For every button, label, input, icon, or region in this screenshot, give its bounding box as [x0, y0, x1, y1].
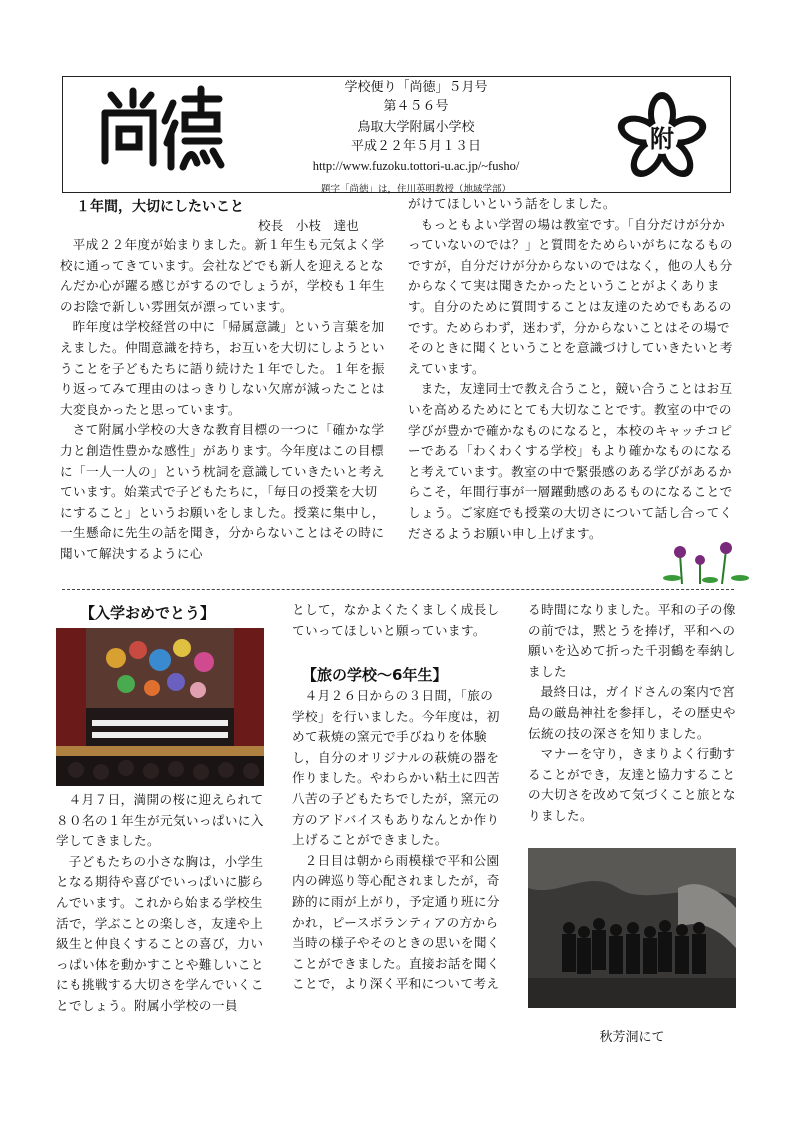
paragraph: る時間になりました。平和の子の像の前では，黙とうを捧げ，平和への願いを込めて折った千羽鶴を奉納しました	[528, 602, 736, 679]
title-credit: 題字「尚徳」は，住川英明教授（地域学部）	[320, 184, 511, 195]
paragraph: 昨年度は学校経営の中に「帰属意識」という言葉を加えました。仲間意識を持ち，お互いを大切にしようということを子どもたちに語り続けた１年でした。１年を振り返ってみて理由のはっきりしない欠席が減ったことは大変良かったと思っています。	[60, 319, 385, 417]
article1-column-left	[60, 235, 390, 565]
paragraph: ２日目は朝から雨模様で平和公園内の碑巡り等心配されましたが，奇跡的に雨が上がり，予定通り班に分かれ，ピースボランティアの方から当時の様子やそのときの思いを聞くことができました。直接お話を聞くことで，より深く平和について考え	[292, 852, 500, 992]
photo-caption: 秋芳洞にて	[599, 1030, 665, 1045]
paragraph: また，友達同士で教え合うこと，競い合うことはお互いを高めるためにとても大切なことです。教室の中での学びが豊かで確かなものになると，本校のキャッチコピーである「わくわくする学校」もより確かなものになると考えています。教室の中で緊張感のある学びがあるからこそ，年間行事が一層躍動感のあるものになることでしょう。ご家庭でも授業の大切さについて話し合ってくださるようお願い申し上げます。	[408, 381, 733, 541]
paragraph: がけてほしいという話をしました。	[408, 196, 616, 211]
article-title-school-trip: 【旅の学校～6年生】	[302, 666, 448, 684]
school-emblem-icon	[602, 90, 722, 186]
school-title-calligraphy	[93, 83, 228, 173]
article-author: 校長 小枝 達也	[258, 218, 359, 233]
article-title-principal: １年間，大切にしたいこと	[76, 199, 244, 215]
entrance-ceremony-photo	[56, 628, 264, 786]
paragraph: 平成２２年度が始まりました。新１年生も元気よく学校に通ってきています。会社などでも新人を迎えるとなんだか心が躍る感じがするのでしょうが，学校も１年生のお陰で新しい雰囲気が漂っています。	[60, 237, 385, 314]
article-title-entrance: 【入学おめでとう】	[80, 604, 216, 622]
issue-date: 平成２２年５月１３日	[350, 139, 481, 154]
paragraph: として，なかよくたくましく成長していってほしいと願っています。	[292, 602, 500, 638]
newsletter-issue-title: 学校便り「尚徳」５月号	[344, 80, 488, 95]
article3-column-middle	[292, 686, 502, 995]
article1-column-right	[408, 194, 738, 544]
school-name: 鳥取大学附属小学校	[357, 120, 475, 135]
section-divider	[62, 589, 734, 590]
article3-column-right	[528, 600, 738, 827]
cave-trip-photo	[528, 848, 736, 1008]
flower-clipart-icon	[660, 542, 752, 586]
article2-column	[56, 790, 266, 1017]
paragraph: もっともよい学習の場は教室です。「自分だけが分かっていないのでは？」と質問をためらいがちになるものですが，自分だけが分からないのではなく，他の人も分からなくて実は聞きたかったということがよくあります。自分のために質問することは友達のためでもあるのです。ためらわず，迷わず，分からないことはその場でそのときに聞くということを意識づけしていきたいと考えています。	[408, 216, 733, 376]
paragraph: 子どもたちの小さな胸は，小学生となる期待や喜びでいっぱいに膨らんでいます。これから始まる学校生活で，学ぶことの楽しさ，友達や上級生と仲良くすることの喜び，力いっぱい体を動かすことや難しいことにも挑戦する大切さを学んでいくことでしょう。附属小学校の一員	[56, 853, 264, 1013]
paragraph: ４月７日，満開の桜に迎えられて８０名の１年生が元気いっぱいに入学してきました。	[56, 792, 264, 849]
paragraph: マナーを守り，きまりよく行動することができ，友達と協力することの大切さを改めて気づくこと旅となりました。	[528, 746, 736, 823]
school-url[interactable]: http://www.fuzoku.tottori-u.ac.jp/~fusho/	[312, 159, 520, 173]
paragraph: さて附属小学校の大きな教育目標の一つに「確かな学力と創造性豊かな感性」があります。今年度はこの目標に「一人一人の」という枕詞を意識していきたいと考えています。始業式で子どもたちに，「毎日の授業を大切にすること」というお願いをしました。授業に集中し，一生懸命に先生の話を聞き，分からないことはその時に聞いて解決するように心	[60, 422, 385, 561]
issue-number: 第４５６号	[383, 99, 449, 114]
paragraph: 最終日は，ガイドさんの案内で宮島の厳島神社を参拝し，その歴史や伝統の技の深さを知りました。	[528, 684, 736, 741]
emblem-character: 附	[650, 124, 674, 153]
paragraph: ４月２６日からの３日間，「旅の学校」を行いました。今年度は，初めて萩焼の窯元で手びねりを体験し，自分のオリジナルの萩焼の器を作りました。やわらかい粘土に四苦八苦の子どもたちでしたが，窯元の方のアドバイスもありなんとか作り上げることができました。	[292, 688, 500, 848]
middle-column	[292, 600, 502, 641]
